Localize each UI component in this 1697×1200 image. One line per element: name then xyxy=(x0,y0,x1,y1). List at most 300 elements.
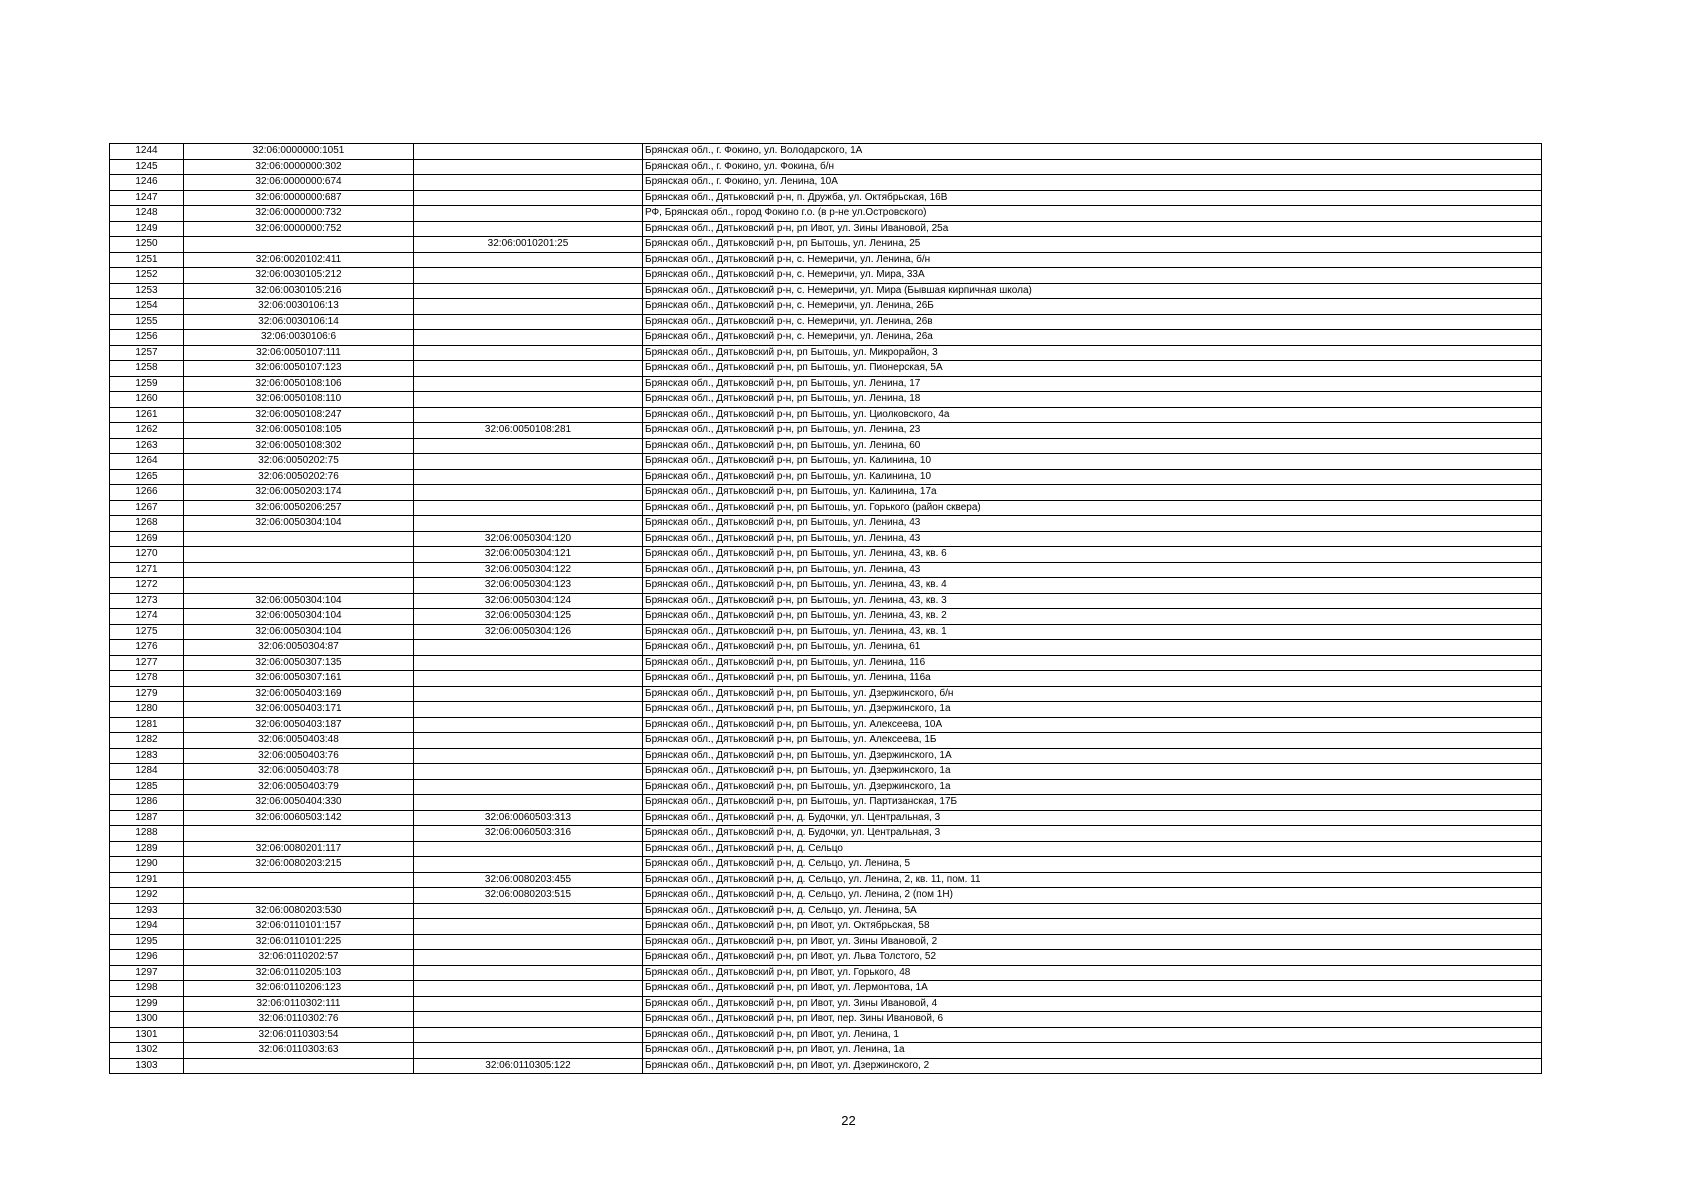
table-row xyxy=(110,717,1542,733)
table-row xyxy=(110,345,1542,361)
table-row xyxy=(110,500,1542,516)
building-cadastral-number-cell xyxy=(414,717,643,733)
row-number-cell: 1275 xyxy=(110,624,184,640)
row-number-cell: 1288 xyxy=(110,826,184,842)
cadastral-number-cell xyxy=(184,531,414,547)
cadastral-number-cell: 32:06:0050403:171 xyxy=(184,702,414,718)
cadastral-number-cell: 32:06:0110302:76 xyxy=(184,1012,414,1028)
row-number-cell: 1251 xyxy=(110,252,184,268)
row-number-cell: 1253 xyxy=(110,283,184,299)
cadastral-number-cell: 32:06:0050403:79 xyxy=(184,779,414,795)
cadastral-number-cell: 32:06:0050108:106 xyxy=(184,376,414,392)
cadastral-number-cell xyxy=(184,578,414,594)
building-cadastral-number-cell: 32:06:0010201:25 xyxy=(414,237,643,253)
row-number-cell: 1258 xyxy=(110,361,184,377)
address-cell: Брянская обл., Дятьковский р-н, рп Бытошь, ул. Ленина, 43 xyxy=(643,562,1542,578)
building-cadastral-number-cell xyxy=(414,345,643,361)
cadastral-number-cell: 32:06:0020102:411 xyxy=(184,252,414,268)
address-cell: Брянская обл., Дятьковский р-н, п. Дружба, ул. Октябрьская, 16В xyxy=(643,190,1542,206)
row-number-cell: 1262 xyxy=(110,423,184,439)
cadastral-number-cell: 32:06:0060503:142 xyxy=(184,810,414,826)
table-row xyxy=(110,1027,1542,1043)
cadastral-number-cell: 32:06:0050403:169 xyxy=(184,686,414,702)
row-number-cell: 1291 xyxy=(110,872,184,888)
cadastral-number-cell: 32:06:0110205:103 xyxy=(184,965,414,981)
row-number-cell: 1296 xyxy=(110,950,184,966)
address-cell: Брянская обл., Дятьковский р-н, рп Бытошь, ул. Циолковского, 4а xyxy=(643,407,1542,423)
building-cadastral-number-cell: 32:06:0060503:313 xyxy=(414,810,643,826)
table-row xyxy=(110,407,1542,423)
row-number-cell: 1273 xyxy=(110,593,184,609)
table-row xyxy=(110,376,1542,392)
table-row xyxy=(110,996,1542,1012)
address-cell: Брянская обл., Дятьковский р-н, рп Бытошь, ул. Ленина, 43, кв. 6 xyxy=(643,547,1542,563)
building-cadastral-number-cell: 32:06:0050304:120 xyxy=(414,531,643,547)
table-row xyxy=(110,965,1542,981)
row-number-cell: 1293 xyxy=(110,903,184,919)
row-number-cell: 1264 xyxy=(110,454,184,470)
row-number-cell: 1257 xyxy=(110,345,184,361)
table-row xyxy=(110,469,1542,485)
building-cadastral-number-cell xyxy=(414,376,643,392)
table-row xyxy=(110,299,1542,315)
cadastral-number-cell: 32:06:0050403:187 xyxy=(184,717,414,733)
address-cell: Брянская обл., Дятьковский р-н, рп Бытошь, ул. Алексеева, 1Б xyxy=(643,733,1542,749)
address-cell: Брянская обл., Дятьковский р-н, рп Бытошь, ул. Ленина, 43 xyxy=(643,516,1542,532)
building-cadastral-number-cell xyxy=(414,454,643,470)
table-row xyxy=(110,981,1542,997)
address-cell: Брянская обл., Дятьковский р-н, рп Бытошь, ул. Калинина, 17а xyxy=(643,485,1542,501)
cadastral-number-cell xyxy=(184,888,414,904)
building-cadastral-number-cell xyxy=(414,1012,643,1028)
table-row xyxy=(110,919,1542,935)
table-row xyxy=(110,733,1542,749)
cadastral-number-cell: 32:06:0110303:63 xyxy=(184,1043,414,1059)
table-row xyxy=(110,640,1542,656)
address-cell: Брянская обл., Дятьковский р-н, с. Немеричи, ул. Ленина, 26а xyxy=(643,330,1542,346)
address-cell: Брянская обл., Дятьковский р-н, рп Ивот, ул. Октябрьская, 58 xyxy=(643,919,1542,935)
table-row xyxy=(110,314,1542,330)
table-row xyxy=(110,237,1542,253)
building-cadastral-number-cell: 32:06:0060503:316 xyxy=(414,826,643,842)
table-row xyxy=(110,795,1542,811)
table-row xyxy=(110,1058,1542,1074)
cadastral-number-cell: 32:06:0050206:257 xyxy=(184,500,414,516)
address-cell: Брянская обл., Дятьковский р-н, рп Бытошь, ул. Алексеева, 10А xyxy=(643,717,1542,733)
registry-table-body xyxy=(110,144,1542,1074)
cadastral-number-cell xyxy=(184,872,414,888)
building-cadastral-number-cell xyxy=(414,919,643,935)
building-cadastral-number-cell xyxy=(414,516,643,532)
row-number-cell: 1290 xyxy=(110,857,184,873)
row-number-cell: 1283 xyxy=(110,748,184,764)
address-cell: Брянская обл., Дятьковский р-н, с. Немеричи, ул. Мира (Бывшая кирпичная школа) xyxy=(643,283,1542,299)
row-number-cell: 1277 xyxy=(110,655,184,671)
cadastral-number-cell: 32:06:0000000:1051 xyxy=(184,144,414,160)
table-row xyxy=(110,438,1542,454)
table-row xyxy=(110,159,1542,175)
table-row xyxy=(110,826,1542,842)
cadastral-number-cell: 32:06:0030106:14 xyxy=(184,314,414,330)
building-cadastral-number-cell: 32:06:0050304:124 xyxy=(414,593,643,609)
building-cadastral-number-cell xyxy=(414,252,643,268)
address-cell: Брянская обл., Дятьковский р-н, рп Бытошь, ул. Ленина, 43, кв. 1 xyxy=(643,624,1542,640)
row-number-cell: 1286 xyxy=(110,795,184,811)
cadastral-number-cell: 32:06:0000000:302 xyxy=(184,159,414,175)
building-cadastral-number-cell xyxy=(414,392,643,408)
cadastral-number-cell xyxy=(184,237,414,253)
building-cadastral-number-cell xyxy=(414,640,643,656)
cadastral-number-cell: 32:06:0110302:111 xyxy=(184,996,414,1012)
building-cadastral-number-cell xyxy=(414,175,643,191)
building-cadastral-number-cell xyxy=(414,733,643,749)
address-cell: Брянская обл., г. Фокино, ул. Володарского, 1А xyxy=(643,144,1542,160)
row-number-cell: 1274 xyxy=(110,609,184,625)
cadastral-number-cell: 32:06:0110101:225 xyxy=(184,934,414,950)
address-cell: Брянская обл., Дятьковский р-н, рп Бытошь, ул. Калинина, 10 xyxy=(643,469,1542,485)
table-row xyxy=(110,857,1542,873)
table-row xyxy=(110,686,1542,702)
cadastral-number-cell: 32:06:0110206:123 xyxy=(184,981,414,997)
building-cadastral-number-cell xyxy=(414,841,643,857)
row-number-cell: 1297 xyxy=(110,965,184,981)
row-number-cell: 1285 xyxy=(110,779,184,795)
page-number: 22 xyxy=(841,1113,856,1128)
address-cell: Брянская обл., Дятьковский р-н, с. Немеричи, ул. Мира, 33А xyxy=(643,268,1542,284)
row-number-cell: 1281 xyxy=(110,717,184,733)
table-row xyxy=(110,485,1542,501)
cadastral-number-cell: 32:06:0050304:104 xyxy=(184,609,414,625)
building-cadastral-number-cell xyxy=(414,981,643,997)
address-cell: Брянская обл., Дятьковский р-н, рп Ивот, ул. Зины Ивановой, 25а xyxy=(643,221,1542,237)
address-cell: Брянская обл., Дятьковский р-н, д. Сельцо, ул. Ленина, 5А xyxy=(643,903,1542,919)
building-cadastral-number-cell xyxy=(414,485,643,501)
address-cell: Брянская обл., Дятьковский р-н, рп Бытошь, ул. Ленина, 43, кв. 2 xyxy=(643,609,1542,625)
row-number-cell: 1302 xyxy=(110,1043,184,1059)
cadastral-number-cell: 32:06:0050304:104 xyxy=(184,624,414,640)
cadastral-number-cell xyxy=(184,826,414,842)
cadastral-number-cell: 32:06:0080203:215 xyxy=(184,857,414,873)
building-cadastral-number-cell xyxy=(414,221,643,237)
row-number-cell: 1267 xyxy=(110,500,184,516)
address-cell: Брянская обл., Дятьковский р-н, рп Бытошь, ул. Ленина, 116 xyxy=(643,655,1542,671)
row-number-cell: 1271 xyxy=(110,562,184,578)
address-cell: Брянская обл., Дятьковский р-н, рп Ивот, ул. Ленина, 1а xyxy=(643,1043,1542,1059)
cadastral-number-cell: 32:06:0050304:104 xyxy=(184,593,414,609)
building-cadastral-number-cell xyxy=(414,903,643,919)
address-cell: Брянская обл., Дятьковский р-н, рп Бытошь, ул. Дзержинского, 1а xyxy=(643,779,1542,795)
table-row xyxy=(110,593,1542,609)
cadastral-number-cell: 32:06:0050107:123 xyxy=(184,361,414,377)
address-cell: Брянская обл., Дятьковский р-н, д. Сельцо xyxy=(643,841,1542,857)
address-cell: Брянская обл., Дятьковский р-н, с. Немеричи, ул. Ленина, б/н xyxy=(643,252,1542,268)
row-number-cell: 1247 xyxy=(110,190,184,206)
building-cadastral-number-cell: 32:06:0050304:121 xyxy=(414,547,643,563)
row-number-cell: 1278 xyxy=(110,671,184,687)
cadastral-number-cell xyxy=(184,562,414,578)
building-cadastral-number-cell: 32:06:0080203:455 xyxy=(414,872,643,888)
table-row xyxy=(110,950,1542,966)
row-number-cell: 1263 xyxy=(110,438,184,454)
cadastral-number-cell: 32:06:0080203:530 xyxy=(184,903,414,919)
address-cell: Брянская обл., Дятьковский р-н, рп Бытошь, ул. Ленина, 43 xyxy=(643,531,1542,547)
cadastral-number-cell xyxy=(184,1058,414,1074)
table-row xyxy=(110,702,1542,718)
cadastral-number-cell: 32:06:0050108:302 xyxy=(184,438,414,454)
building-cadastral-number-cell xyxy=(414,314,643,330)
building-cadastral-number-cell xyxy=(414,268,643,284)
table-row xyxy=(110,624,1542,640)
building-cadastral-number-cell xyxy=(414,671,643,687)
address-cell: Брянская обл., Дятьковский р-н, рп Бытошь, ул. Горького (район сквера) xyxy=(643,500,1542,516)
address-cell: Брянская обл., Дятьковский р-н, рп Бытошь, ул. Дзержинского, 1а xyxy=(643,702,1542,718)
table-row xyxy=(110,547,1542,563)
table-row xyxy=(110,268,1542,284)
table-row xyxy=(110,531,1542,547)
address-cell: Брянская обл., Дятьковский р-н, рп Бытошь, ул. Ленина, 18 xyxy=(643,392,1542,408)
address-cell: Брянская обл., Дятьковский р-н, рп Ивот, ул. Горького, 48 xyxy=(643,965,1542,981)
row-number-cell: 1287 xyxy=(110,810,184,826)
cadastral-number-cell: 32:06:0050108:105 xyxy=(184,423,414,439)
building-cadastral-number-cell: 32:06:0080203:515 xyxy=(414,888,643,904)
address-cell: Брянская обл., г. Фокино, ул. Ленина, 10А xyxy=(643,175,1542,191)
address-cell: Брянская обл., Дятьковский р-н, рп Бытошь, ул. Дзержинского, 1А xyxy=(643,748,1542,764)
row-number-cell: 1303 xyxy=(110,1058,184,1074)
table-row xyxy=(110,934,1542,950)
cadastral-number-cell: 32:06:0030106:6 xyxy=(184,330,414,346)
row-number-cell: 1279 xyxy=(110,686,184,702)
row-number-cell: 1268 xyxy=(110,516,184,532)
cadastral-number-cell: 32:06:0030105:212 xyxy=(184,268,414,284)
table-row xyxy=(110,361,1542,377)
building-cadastral-number-cell xyxy=(414,857,643,873)
table-row xyxy=(110,671,1542,687)
row-number-cell: 1298 xyxy=(110,981,184,997)
address-cell: Брянская обл., Дятьковский р-н, рп Бытошь, ул. Ленина, 25 xyxy=(643,237,1542,253)
address-cell: Брянская обл., Дятьковский р-н, д. Будочки, ул. Центральная, 3 xyxy=(643,826,1542,842)
address-cell: Брянская обл., Дятьковский р-н, рп Ивот, пер. Зины Ивановой, 6 xyxy=(643,1012,1542,1028)
row-number-cell: 1276 xyxy=(110,640,184,656)
row-number-cell: 1266 xyxy=(110,485,184,501)
row-number-cell: 1301 xyxy=(110,1027,184,1043)
cadastral-number-cell: 32:06:0050203:174 xyxy=(184,485,414,501)
row-number-cell: 1254 xyxy=(110,299,184,315)
building-cadastral-number-cell xyxy=(414,764,643,780)
cadastral-number-cell: 32:06:0050202:75 xyxy=(184,454,414,470)
address-cell: Брянская обл., Дятьковский р-н, д. Будочки, ул. Центральная, 3 xyxy=(643,810,1542,826)
cadastral-number-cell: 32:06:0110101:157 xyxy=(184,919,414,935)
row-number-cell: 1256 xyxy=(110,330,184,346)
address-cell: Брянская обл., Дятьковский р-н, рп Бытошь, ул. Партизанская, 17Б xyxy=(643,795,1542,811)
address-cell: Брянская обл., Дятьковский р-н, рп Бытошь, ул. Дзержинского, б/н xyxy=(643,686,1542,702)
table-row xyxy=(110,578,1542,594)
address-cell: Брянская обл., Дятьковский р-н, д. Сельцо, ул. Ленина, 2, кв. 11, пом. 11 xyxy=(643,872,1542,888)
building-cadastral-number-cell xyxy=(414,330,643,346)
address-cell: Брянская обл., Дятьковский р-н, с. Немеричи, ул. Ленина, 26Б xyxy=(643,299,1542,315)
address-cell: Брянская обл., Дятьковский р-н, рп Бытошь, ул. Ленина, 60 xyxy=(643,438,1542,454)
address-cell: Брянская обл., Дятьковский р-н, д. Сельцо, ул. Ленина, 5 xyxy=(643,857,1542,873)
cadastral-number-cell: 32:06:0110303:54 xyxy=(184,1027,414,1043)
address-cell: Брянская обл., Дятьковский р-н, рп Ивот, ул. Лермонтова, 1А xyxy=(643,981,1542,997)
table-row xyxy=(110,748,1542,764)
table-row xyxy=(110,175,1542,191)
cadastral-number-cell: 32:06:0110202:57 xyxy=(184,950,414,966)
building-cadastral-number-cell xyxy=(414,702,643,718)
row-number-cell: 1255 xyxy=(110,314,184,330)
table-row xyxy=(110,392,1542,408)
row-number-cell: 1280 xyxy=(110,702,184,718)
cadastral-number-cell: 32:06:0050307:161 xyxy=(184,671,414,687)
table-row xyxy=(110,144,1542,160)
cadastral-number-cell: 32:06:0050202:76 xyxy=(184,469,414,485)
address-cell: Брянская обл., Дятьковский р-н, рп Бытошь, ул. Ленина, 43, кв. 3 xyxy=(643,593,1542,609)
building-cadastral-number-cell xyxy=(414,686,643,702)
address-cell: Брянская обл., Дятьковский р-н, с. Немеричи, ул. Ленина, 26в xyxy=(643,314,1542,330)
cadastral-number-cell: 32:06:0030105:216 xyxy=(184,283,414,299)
table-row xyxy=(110,1012,1542,1028)
table-row xyxy=(110,454,1542,470)
cadastral-number-cell: 32:06:0050403:48 xyxy=(184,733,414,749)
table-row xyxy=(110,330,1542,346)
building-cadastral-number-cell xyxy=(414,299,643,315)
row-number-cell: 1292 xyxy=(110,888,184,904)
building-cadastral-number-cell xyxy=(414,190,643,206)
row-number-cell: 1299 xyxy=(110,996,184,1012)
cadastral-number-cell: 32:06:0050404:330 xyxy=(184,795,414,811)
cadastral-number-cell: 32:06:0000000:752 xyxy=(184,221,414,237)
row-number-cell: 1260 xyxy=(110,392,184,408)
table-row xyxy=(110,810,1542,826)
cadastral-number-cell: 32:06:0050403:76 xyxy=(184,748,414,764)
building-cadastral-number-cell: 32:06:0050304:123 xyxy=(414,578,643,594)
address-cell: Брянская обл., Дятьковский р-н, рп Бытошь, ул. Микрорайон, 3 xyxy=(643,345,1542,361)
row-number-cell: 1261 xyxy=(110,407,184,423)
property-registry-table xyxy=(109,143,1542,1074)
row-number-cell: 1284 xyxy=(110,764,184,780)
address-cell: Брянская обл., Дятьковский р-н, рп Ивот, ул. Зины Ивановой, 4 xyxy=(643,996,1542,1012)
building-cadastral-number-cell xyxy=(414,1043,643,1059)
building-cadastral-number-cell xyxy=(414,361,643,377)
table-row xyxy=(110,516,1542,532)
address-cell: Брянская обл., Дятьковский р-н, рп Бытошь, ул. Калинина, 10 xyxy=(643,454,1542,470)
address-cell: Брянская обл., Дятьковский р-н, рп Ивот, ул. Дзержинского, 2 xyxy=(643,1058,1542,1074)
row-number-cell: 1295 xyxy=(110,934,184,950)
row-number-cell: 1300 xyxy=(110,1012,184,1028)
row-number-cell: 1269 xyxy=(110,531,184,547)
row-number-cell: 1270 xyxy=(110,547,184,563)
cadastral-number-cell: 32:06:0000000:687 xyxy=(184,190,414,206)
row-number-cell: 1289 xyxy=(110,841,184,857)
cadastral-number-cell: 32:06:0050307:135 xyxy=(184,655,414,671)
address-cell: Брянская обл., Дятьковский р-н, рп Бытошь, ул. Ленина, 61 xyxy=(643,640,1542,656)
row-number-cell: 1248 xyxy=(110,206,184,222)
cadastral-number-cell: 32:06:0000000:674 xyxy=(184,175,414,191)
building-cadastral-number-cell xyxy=(414,795,643,811)
address-cell: Брянская обл., Дятьковский р-н, рп Ивот, ул. Ленина, 1 xyxy=(643,1027,1542,1043)
address-cell: Брянская обл., Дятьковский р-н, рп Бытошь, ул. Ленина, 116а xyxy=(643,671,1542,687)
building-cadastral-number-cell: 32:06:0050304:122 xyxy=(414,562,643,578)
table-row xyxy=(110,562,1542,578)
table-row xyxy=(110,206,1542,222)
cadastral-number-cell: 32:06:0050108:247 xyxy=(184,407,414,423)
building-cadastral-number-cell: 32:06:0050304:126 xyxy=(414,624,643,640)
cadastral-number-cell: 32:06:0050304:104 xyxy=(184,516,414,532)
building-cadastral-number-cell xyxy=(414,965,643,981)
address-cell: Брянская обл., Дятьковский р-н, д. Сельцо, ул. Ленина, 2 (пом 1Н) xyxy=(643,888,1542,904)
building-cadastral-number-cell xyxy=(414,950,643,966)
row-number-cell: 1249 xyxy=(110,221,184,237)
address-cell: Брянская обл., Дятьковский р-н, рп Бытошь, ул. Дзержинского, 1а xyxy=(643,764,1542,780)
row-number-cell: 1250 xyxy=(110,237,184,253)
table-row xyxy=(110,841,1542,857)
row-number-cell: 1252 xyxy=(110,268,184,284)
row-number-cell: 1294 xyxy=(110,919,184,935)
building-cadastral-number-cell xyxy=(414,779,643,795)
building-cadastral-number-cell xyxy=(414,469,643,485)
building-cadastral-number-cell xyxy=(414,407,643,423)
building-cadastral-number-cell xyxy=(414,655,643,671)
table-row xyxy=(110,283,1542,299)
building-cadastral-number-cell xyxy=(414,1027,643,1043)
table-row xyxy=(110,423,1542,439)
table-row xyxy=(110,252,1542,268)
table-row xyxy=(110,779,1542,795)
cadastral-number-cell: 32:06:0030106:13 xyxy=(184,299,414,315)
row-number-cell: 1272 xyxy=(110,578,184,594)
address-cell: Брянская обл., Дятьковский р-н, рп Бытошь, ул. Пионерская, 5А xyxy=(643,361,1542,377)
cadastral-number-cell: 32:06:0080201:117 xyxy=(184,841,414,857)
row-number-cell: 1259 xyxy=(110,376,184,392)
cadastral-number-cell: 32:06:0050107:111 xyxy=(184,345,414,361)
address-cell: Брянская обл., Дятьковский р-н, рп Бытошь, ул. Ленина, 43, кв. 4 xyxy=(643,578,1542,594)
cadastral-number-cell: 32:06:0050403:78 xyxy=(184,764,414,780)
address-cell: Брянская обл., Дятьковский р-н, рп Ивот, ул. Льва Толстого, 52 xyxy=(643,950,1542,966)
address-cell: Брянская обл., Дятьковский р-н, рп Бытошь, ул. Ленина, 17 xyxy=(643,376,1542,392)
row-number-cell: 1245 xyxy=(110,159,184,175)
table-row xyxy=(110,1043,1542,1059)
building-cadastral-number-cell xyxy=(414,206,643,222)
table-row xyxy=(110,609,1542,625)
row-number-cell: 1246 xyxy=(110,175,184,191)
building-cadastral-number-cell xyxy=(414,748,643,764)
table-row xyxy=(110,655,1542,671)
table-row xyxy=(110,221,1542,237)
table-row xyxy=(110,888,1542,904)
building-cadastral-number-cell: 32:06:0110305:122 xyxy=(414,1058,643,1074)
building-cadastral-number-cell xyxy=(414,283,643,299)
building-cadastral-number-cell: 32:06:0050108:281 xyxy=(414,423,643,439)
address-cell: Брянская обл., г. Фокино, ул. Фокина, б/н xyxy=(643,159,1542,175)
building-cadastral-number-cell xyxy=(414,159,643,175)
building-cadastral-number-cell xyxy=(414,934,643,950)
address-cell: Брянская обл., Дятьковский р-н, рп Ивот, ул. Зины Ивановой, 2 xyxy=(643,934,1542,950)
table-row xyxy=(110,764,1542,780)
cadastral-number-cell xyxy=(184,547,414,563)
building-cadastral-number-cell xyxy=(414,996,643,1012)
row-number-cell: 1244 xyxy=(110,144,184,160)
building-cadastral-number-cell xyxy=(414,144,643,160)
row-number-cell: 1265 xyxy=(110,469,184,485)
row-number-cell: 1282 xyxy=(110,733,184,749)
building-cadastral-number-cell xyxy=(414,500,643,516)
cadastral-number-cell: 32:06:0050108:110 xyxy=(184,392,414,408)
address-cell: РФ, Брянская обл., город Фокино г.о. (в р-не ул.Островского) xyxy=(643,206,1542,222)
building-cadastral-number-cell xyxy=(414,438,643,454)
address-cell: Брянская обл., Дятьковский р-н, рп Бытошь, ул. Ленина, 23 xyxy=(643,423,1542,439)
table-row xyxy=(110,190,1542,206)
table-row xyxy=(110,903,1542,919)
building-cadastral-number-cell: 32:06:0050304:125 xyxy=(414,609,643,625)
